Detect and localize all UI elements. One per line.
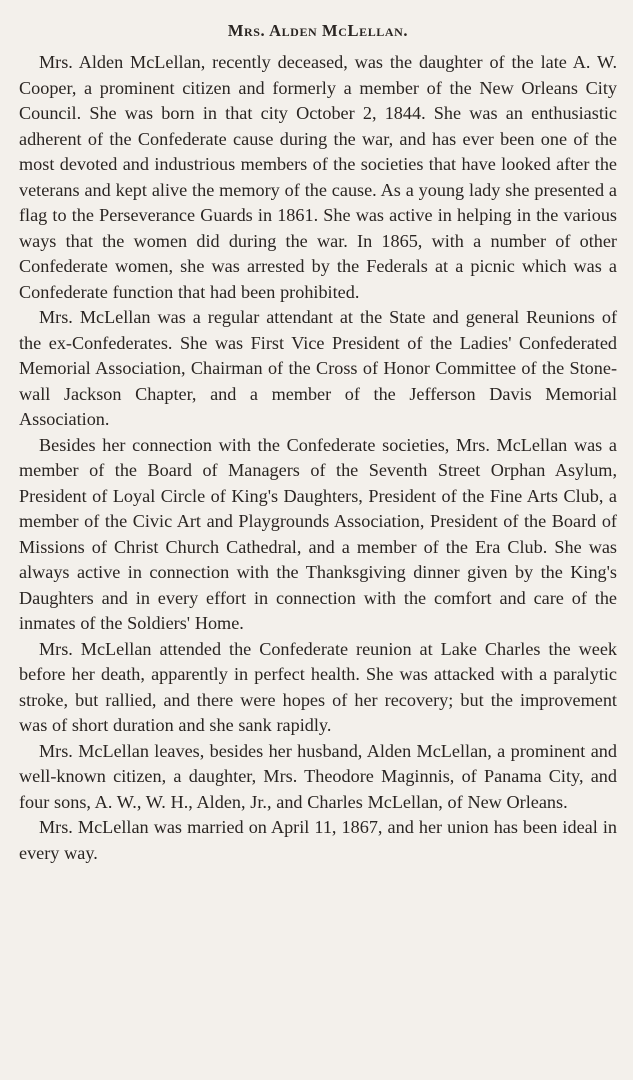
paragraph-6: Mrs. McLellan was married on April 11, 1867, and her union has been ideal in every way. xyxy=(19,817,617,863)
paragraph-1: Mrs. Alden McLellan, recently deceased, was the daughter of the late A. W. Cooper, a prominent citizen and formerly a member of the New Orleans City Council. She was born in that city October 2, 1844. She was an enthusiastic adherent of the Confederate cause during the war, and has ever been one of the most devoted and industrious members of the societies that have looked after the veterans and kept alive the memory of the cause. As a young lady she presented a flag to the Perseverance Guards in 1861. She was active in helping in the various ways that the women did during the war. In 1865, with a number of other Confederate women, she was arrested by the Federals at a picnic which was a Confederate function that had been prohibited. xyxy=(19,52,617,302)
article-title: Mrs. Alden McLellan. xyxy=(227,21,409,40)
paragraph-3: Besides her connection with the Confederate societies, Mrs. McLellan was a member of the Board of Managers of the Seventh Street Orphan Asylum, President of Loyal Circle of King's Daughters, President of the Fine Arts Club, a member of the Civic Art and Playgrounds Association, President of the Board of Missions of Christ Church Cathedral, and a member of the Era Club. She was always active in connection with the Thanksgiving dinner given by the King's Daughters and in every effort in connection with the comfort and care of the inmates of the Soldiers' Home. xyxy=(19,434,617,633)
paragraph-5: Mrs. McLellan leaves, besides her husband, Alden McLellan, a prominent and well-known citizen, a daughter, Mrs. Theodore Maginnis, of Panama City, and four sons, A. W., W. H., Alden, Jr., and Charles McLellan, of New Orleans. xyxy=(19,740,617,812)
paragraph-2: Mrs. McLellan was a regular attendant at the State and general Reunions of the ex-Confederates. She was First Vice President of the Ladies' Confederated Memorial Association, Chairman of the Cross of Honor Committee of the Stonewall Jackson Chapter, and a member of the Jefferson Davis Memorial Association. xyxy=(19,307,617,429)
paragraph-4: Mrs. McLellan attended the Confederate reunion at Lake Charles the week before her death, apparently in perfect health. She was attacked with a paralytic stroke, but rallied, and there were hopes of her recovery; but the improvement was of short duration and she sank rapidly. xyxy=(19,638,617,735)
